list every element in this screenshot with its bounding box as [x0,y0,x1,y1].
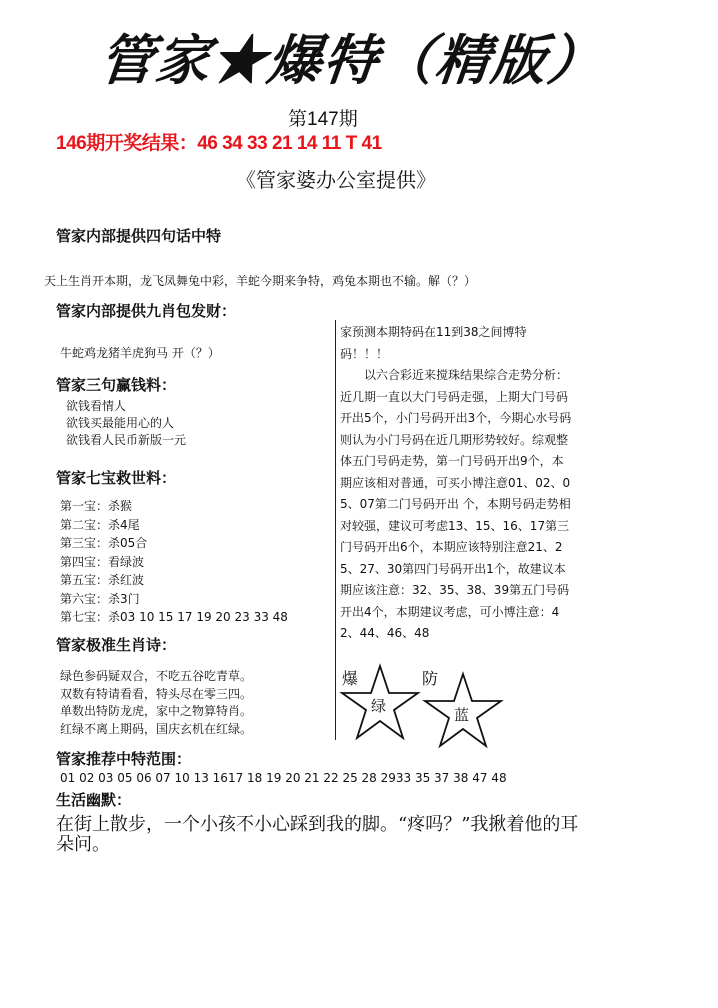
section-seven-treasures-list [60,497,288,627]
section-three-sentences-list [66,398,186,449]
section-seven-treasures-heading: 管家七宝救世料： [56,469,177,487]
stamp-label-left: 爆 [342,669,359,688]
list-item: 第四宝：看绿波 [60,554,145,569]
list-item: 第五宝：杀红波 [60,573,145,587]
prediction-analysis: 以六合彩近来搅珠结果综合走势分析：近几期一直以大门号码走强，上期大门号码开出5个，小门号码开出3个，今期心水号码则认为小门号码在近几期形势较好。综观整体五门号码走势，第一门号码开出9个，本期应该相对普通，可买小博注意01、02、05、07第二门号码开出 个，本期号码走势相对较强，建议可考虑13、15、16、17第三门号码开出6个，本期应该特别注意21、25、27、30第四门号码开出1个，故建议本期应该注意：32、35、38、39第五门号码开出4个，本期建议考虑，可小博注意：42、44、46、48 [340,368,572,640]
prediction-intro: 家预测本期特码在11到38之间博特码！！！ [340,325,527,361]
section-four-sentences-text: 天上生肖开本期，龙飞凤舞兔中彩，羊蛇今期来争特，鸡兔本期也不输。解（？） [44,274,477,288]
section-humor-joke: 在街上散步，一个小孩不小心踩到我的脚。“疼吗？”我揪着他的耳朵问。 [56,814,579,855]
section-range-heading: 管家推荐中特范围： [56,750,192,768]
star-right-label: 蓝 [454,706,470,724]
list-item: 第二宝：杀4尾 [60,517,140,532]
section-range-numbers: 01 02 03 05 06 07 10 13 1617 18 19 20 21 22 25 28 2933 35 37 38 47 48 [60,771,507,785]
section-four-sentences-heading: 管家内部提供四句话中特 [56,227,222,245]
list-item: 第三宝：杀05合 [60,536,148,550]
provider-line: 《管家婆办公室提供》 [236,168,436,192]
list-item: 欲钱买最能用心的人 [66,416,175,430]
list-item: 单数出特防龙虎，家中之物算特肖。 [60,704,253,718]
section-zodiac-poem-heading: 管家极准生肖诗： [56,636,177,654]
section-nine-zodiac-text: 牛蛇鸡龙猪羊虎狗马 开（？） [60,346,220,360]
section-humor-heading: 生活幽默： [56,791,132,809]
list-item: 双数有特请看看，特头尽在零三四。 [60,686,253,701]
list-item: 红绿不离上期码，国庆玄机在红绿。 [60,721,253,736]
list-item: 第六宝：杀3门 [60,591,140,606]
page-title: 管家★爆特（精版） [96,28,607,92]
stamp-stars [336,660,516,750]
stamp-label-right: 防 [422,669,439,688]
list-item: 欲钱看人民币新版一元 [66,433,187,447]
list-item: 欲钱看情人 [66,399,127,413]
prediction-panel [340,322,574,645]
section-three-sentences-heading: 管家三句赢钱料： [56,376,177,394]
section-zodiac-poem-list [60,668,252,738]
previous-result: 146期开奖结果：46 34 33 21 14 11 T 41 [56,133,382,154]
star-left-label: 绿 [371,697,387,715]
list-item: 第一宝：杀猴 [60,499,133,513]
issue-number: 第147期 [288,109,358,130]
list-item: 第七宝：杀03 10 15 17 19 20 23 33 48 [60,610,288,624]
section-nine-zodiac-heading: 管家内部提供九肖包发财： [56,302,237,320]
list-item: 绿色参码疑双合，不吃五谷吃青草。 [60,669,253,683]
